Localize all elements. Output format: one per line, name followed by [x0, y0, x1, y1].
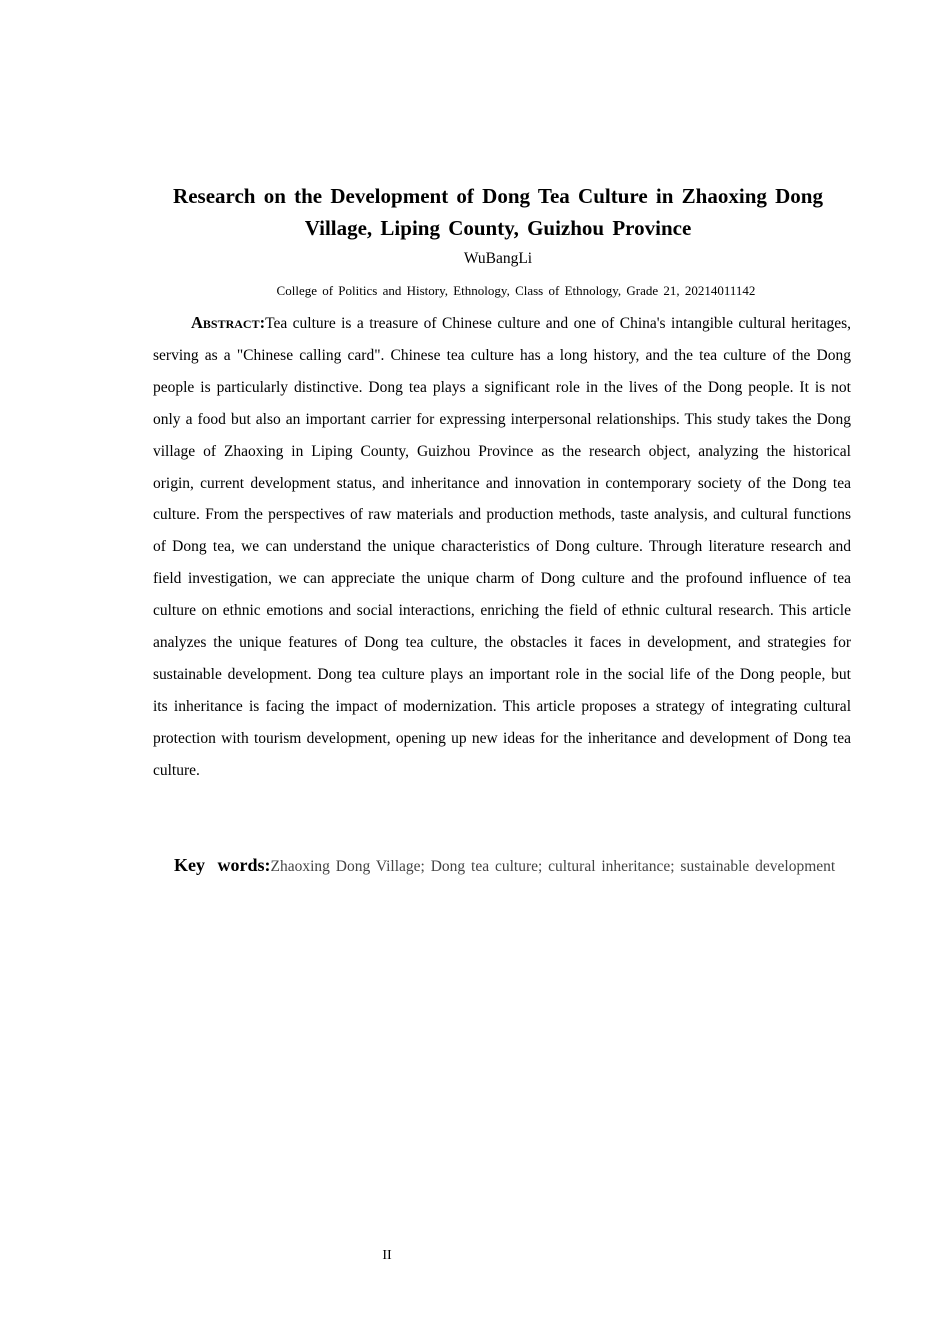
abstract-text: Tea culture is a treasure of Chinese culture and one of China's intangible cultural heritages, serving as a "Chinese calling card". Chinese tea culture has a long history, and the tea culture of the Dong people is particularly distinctive. Dong tea plays a significant role in the lives of the Dong people. It is not only a food but also an important carrier for expressing interpersonal relationships. This study takes the Dong village of Zhaoxing in Liping County, Guizhou Province as the research object, analyzing the historical origin, current development status, and inheritance and innovation in contemporary society of the Dong tea culture. From the perspectives of raw materials and production methods, taste analysis, and cultural functions of Dong tea, we can understand the unique characteristics of Dong culture. Through literature research and field investigation, we can appreciate the unique charm of Dong culture and the profound influence of tea culture on ethnic emotions and social interactions, enriching the field of ethnic cultural research. This article analyzes the unique features of Dong tea culture, the obstacles it faces in development, and strategies for sustainable development. Dong tea culture plays an important role in the social life of the Dong people, but its inheritance is facing the impact of modernization. This article proposes a strategy of integrating cultural protection with tourism development, opening up new ideas for the inheritance and development of Dong tea culture. — [153, 315, 851, 779]
keywords-paragraph — [136, 850, 858, 882]
abstract-label: Abstract: — [191, 313, 266, 332]
keywords-text: Zhaoxing Dong Village; Dong tea culture; cultural inheritance; sustainable development — [270, 858, 836, 875]
page-number: II — [382, 1248, 392, 1263]
author-name: WuBangLi — [463, 250, 533, 267]
author-affiliation: College of Politics and History, Ethnology, Class of Ethnology, Grade 21, 20214011142 — [276, 283, 756, 298]
keywords-label: Key words: — [174, 855, 271, 875]
abstract-paragraph — [153, 307, 851, 787]
paper-title: Research on the Development of Dong Tea Culture in Zhaoxing Dong Village, Liping County, Guizhou Province — [173, 184, 823, 240]
